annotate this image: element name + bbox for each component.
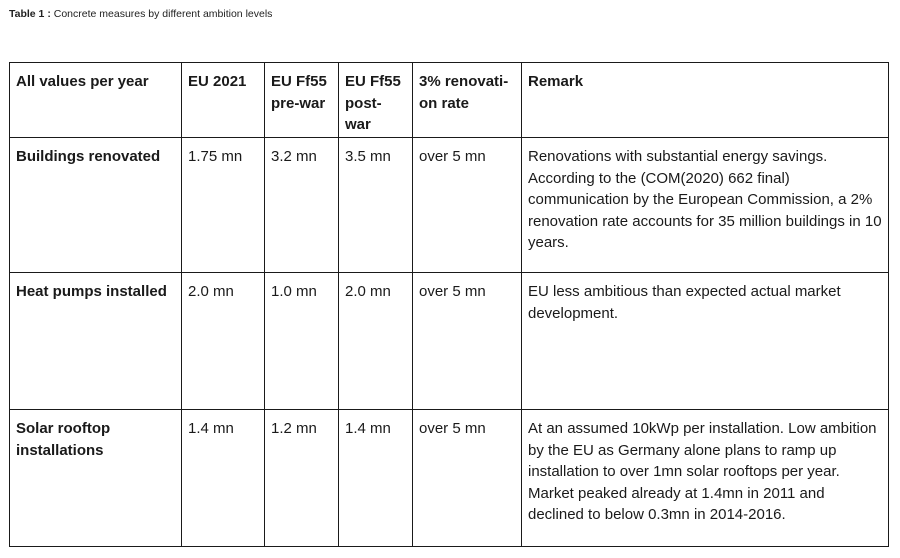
header-all-values: All values per year [10,63,182,138]
cell-ff55-pre-war: 1.2 mn [265,410,339,547]
cell-ff55-post-war: 1.4 mn [339,410,413,547]
header-eu-ff55-post-war: EU Ff55 post-war [339,63,413,138]
header-eu-ff55-pre-war: EU Ff55 pre-war [265,63,339,138]
cell-ff55-post-war: 2.0 mn [339,273,413,410]
cell-ff55-pre-war: 3.2 mn [265,138,339,273]
table-header-row [10,63,889,138]
caption-label: Table 1 : [9,8,51,20]
cell-ff55-pre-war: 1.0 mn [265,273,339,410]
header-remark: Remark [522,63,889,138]
caption-text: Concrete measures by different ambition levels [50,8,273,20]
cell-eu-2021: 2.0 mn [182,273,265,410]
cell-ff55-post-war: 3.5 mn [339,138,413,273]
row-label: Buildings renovated [10,138,182,273]
header-3pct-renovation: 3% renovati-on rate [413,63,522,138]
cell-eu-2021: 1.4 mn [182,410,265,547]
cell-remark: Renovations with substantial energy savings. According to the (COM(2020) 662 final) communication by the European Commission, a 2% renovation rate accounts for 35 million buildings in 10 years. [522,138,889,273]
measures-table [9,62,889,547]
header-eu-2021: EU 2021 [182,63,265,138]
cell-remark: At an assumed 10kWp per installation. Low ambition by the EU as Germany alone plans to ramp up installation to over 1mn solar rooftops per year. Market peaked already at 1.4mn in 2011 and declined to below 0.3mn in 2014-2016. [522,410,889,547]
table-row [10,138,889,273]
cell-3pct-renovation: over 5 mn [413,138,522,273]
row-label: Heat pumps installed [10,273,182,410]
row-label: Solar rooftop installations [10,410,182,547]
cell-3pct-renovation: over 5 mn [413,273,522,410]
table-row [10,410,889,547]
cell-remark: EU less ambitious than expected actual market development. [522,273,889,410]
table-row [10,273,889,410]
cell-3pct-renovation: over 5 mn [413,410,522,547]
table-caption [9,8,272,20]
cell-eu-2021: 1.75 mn [182,138,265,273]
